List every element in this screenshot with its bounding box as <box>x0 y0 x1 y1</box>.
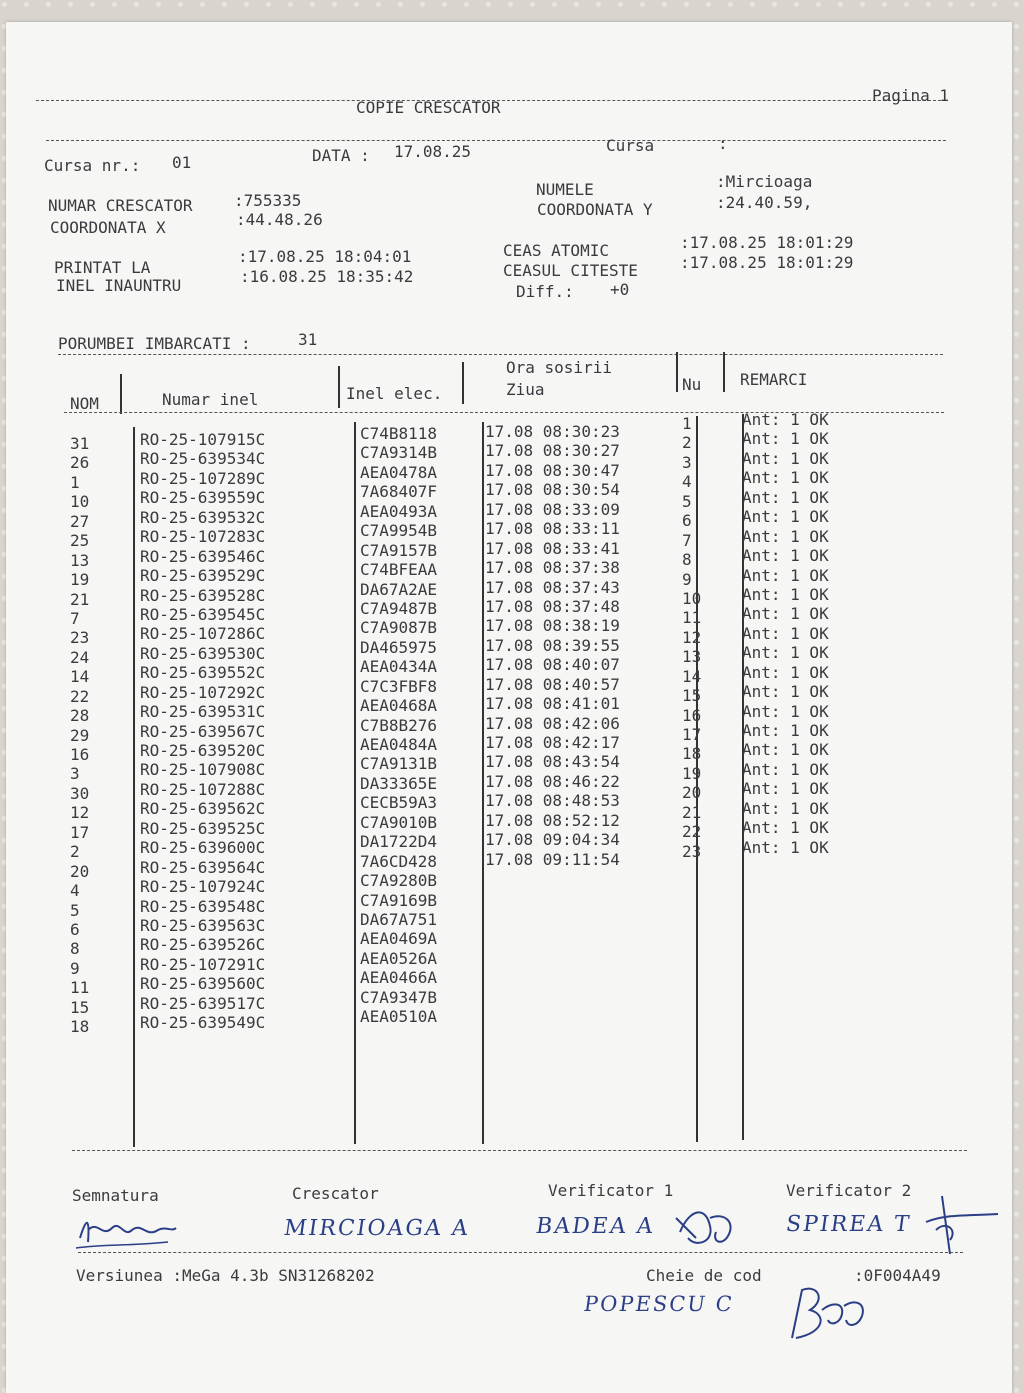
cell-numar-inel: RO-25-639552C <box>140 663 266 683</box>
ceasul-citeste-label: CEASUL CITESTE <box>503 261 638 280</box>
cell-inel-elec: AEA0469A <box>360 929 438 949</box>
cell-nu: 8 <box>682 550 692 570</box>
cell-inel-elec: C7A9280B <box>360 871 438 891</box>
cell-remarci: Ant: 1 OK <box>742 837 829 857</box>
printat-la-value: :17.08.25 18:04:01 <box>238 247 412 266</box>
cell-inel-elec: C7A9347B <box>360 987 438 1007</box>
cell-nu: 17 <box>682 725 702 744</box>
cell-inel-elec: AEA0478A <box>360 462 438 482</box>
cell-inel-elec: C7C3FBF8 <box>360 676 438 696</box>
cell-nom: 21 <box>70 589 90 609</box>
cell-ora-sosirii: 17.08 09:04:34 <box>485 830 620 850</box>
cell-nom: 15 <box>70 997 90 1017</box>
cell-inel-elec: C7A9954B <box>360 521 438 541</box>
cursa-nr-value: 01 <box>172 153 192 172</box>
column-separator <box>462 362 464 404</box>
ceas-atomic-value: :17.08.25 18:01:29 <box>680 233 854 252</box>
cell-ora-sosirii: 17.08 08:37:38 <box>485 558 620 578</box>
header-nu: Nu <box>682 375 702 394</box>
cell-numar-inel: RO-25-107283C <box>140 527 266 547</box>
cell-ora-sosirii: 17.08 08:40:57 <box>485 674 620 694</box>
cell-remarci: Ant: 1 OK <box>742 546 829 566</box>
divider <box>58 354 943 355</box>
document-title: COPIE CRESCATOR <box>356 98 501 117</box>
cell-nu: 11 <box>682 608 702 628</box>
cell-nom: 7 <box>70 608 80 628</box>
cell-ora-sosirii: 17.08 08:42:17 <box>485 733 620 752</box>
cell-nu: 2 <box>682 433 692 453</box>
cell-remarci: Ant: 1 OK <box>742 487 829 507</box>
divider <box>46 140 946 141</box>
cell-ora-sosirii: 17.08 08:37:48 <box>485 596 620 616</box>
cell-nom: 22 <box>70 686 90 706</box>
cell-nu: 20 <box>682 783 702 803</box>
cell-nom: 27 <box>70 511 90 531</box>
header-nom: NOM <box>70 394 99 413</box>
header-numar-inel: Numar inel <box>162 390 259 409</box>
cell-ora-sosirii: 17.08 08:46:22 <box>485 771 620 791</box>
cell-numar-inel: RO-25-639531C <box>140 702 266 722</box>
cell-numar-inel: RO-25-107915C <box>140 430 266 449</box>
cell-inel-elec: AEA0484A <box>360 735 438 754</box>
cell-remarci: Ant: 1 OK <box>742 662 829 682</box>
cell-inel-elec: C7A9087B <box>360 618 438 638</box>
numele-label: NUMELE <box>536 180 594 199</box>
cell-inel-elec: DA465975 <box>360 637 438 657</box>
cell-remarci: Ant: 1 OK <box>742 507 829 527</box>
versiunea-text: Versiunea :MeGa 4.3b SN31268202 <box>76 1266 375 1285</box>
cell-ora-sosirii: 17.08 08:40:07 <box>485 655 620 675</box>
cell-numar-inel: RO-25-639530C <box>140 643 266 663</box>
cell-ora-sosirii: 17.08 08:52:12 <box>485 810 620 830</box>
cell-numar-inel: RO-25-639520C <box>140 741 266 760</box>
cell-nom: 25 <box>70 531 90 551</box>
bottom-handwritten-name: POPESCU C <box>582 1292 736 1316</box>
divider <box>72 1150 967 1151</box>
cell-remarci: Ant: 1 OK <box>742 429 829 449</box>
cell-nu: 4 <box>682 472 692 492</box>
column-numar-inel <box>140 430 265 1033</box>
column-separator <box>723 352 725 392</box>
header-ziua: Ziua <box>506 380 545 399</box>
numar-crescator-value: :755335 <box>234 191 302 210</box>
cell-numar-inel: RO-25-639532C <box>140 507 266 527</box>
cell-remarci: Ant: 1 OK <box>742 604 829 624</box>
cell-numar-inel: RO-25-107924C <box>140 877 266 897</box>
cell-remarci: Ant: 1 OK <box>742 448 829 468</box>
cell-nu: 18 <box>682 744 702 764</box>
cell-nom: 18 <box>70 1017 90 1037</box>
cell-inel-elec: 7A6CD428 <box>360 851 438 871</box>
cell-numar-inel: RO-25-107289C <box>140 468 266 488</box>
printed-receipt <box>6 22 1012 1393</box>
porumbei-imbarcati-label: PORUMBEI IMBARCATI : <box>58 334 251 353</box>
cell-nom: 12 <box>70 803 90 823</box>
coordonata-y-label: COORDONATA Y <box>537 200 653 219</box>
cell-numar-inel: RO-25-107286C <box>140 624 266 644</box>
cell-nu: 21 <box>682 802 702 822</box>
cell-nom: 19 <box>70 570 90 590</box>
cell-numar-inel: RO-25-639525C <box>140 818 266 838</box>
cell-nu: 6 <box>682 511 692 531</box>
verificator1-label: Verificator 1 <box>548 1181 674 1200</box>
cell-nom: 26 <box>70 453 90 473</box>
cell-inel-elec: C7A9169B <box>360 890 438 910</box>
coordonata-x-label: COORDONATA X <box>50 218 166 237</box>
data-label: DATA : <box>312 146 370 165</box>
cell-remarci: Ant: 1 OK <box>742 584 829 604</box>
cell-inel-elec: AEA0468A <box>360 696 438 716</box>
column-nu <box>682 414 701 861</box>
ceasul-citeste-value: :17.08.25 18:01:29 <box>680 253 854 272</box>
cell-ora-sosirii: 17.08 08:39:55 <box>485 635 620 655</box>
cursa-value: : <box>718 134 728 153</box>
cell-remarci: Ant: 1 OK <box>742 740 829 760</box>
column-inel-elec <box>360 424 437 1027</box>
cell-nu: 5 <box>682 491 692 511</box>
cell-remarci: Ant: 1 OK <box>742 565 829 585</box>
cell-numar-inel: RO-25-107291C <box>140 954 266 974</box>
cell-nu: 22 <box>682 822 702 842</box>
crescator-label: Crescator <box>292 1184 379 1203</box>
cell-nom: 9 <box>70 958 80 978</box>
cell-numar-inel: RO-25-107292C <box>140 682 266 702</box>
cell-nom: 29 <box>70 725 90 745</box>
cell-nom: 8 <box>70 939 80 959</box>
cell-inel-elec: C7A9157B <box>360 540 438 560</box>
numar-crescator-label: NUMAR CRESCATOR <box>48 196 193 215</box>
cell-numar-inel: RO-25-639548C <box>140 896 266 916</box>
cell-remarci: Ant: 1 OK <box>742 682 829 702</box>
cell-inel-elec: C74B8118 <box>360 424 438 443</box>
cell-inel-elec: DA1722D4 <box>360 832 438 852</box>
cell-inel-elec: AEA0510A <box>360 1007 438 1027</box>
cell-ora-sosirii: 17.08 08:37:43 <box>485 577 620 597</box>
cell-numar-inel: RO-25-639564C <box>140 857 266 877</box>
cell-numar-inel: RO-25-107908C <box>140 760 266 780</box>
cell-nom: 17 <box>70 822 90 842</box>
cell-numar-inel: RO-25-639560C <box>140 974 266 994</box>
porumbei-imbarcati-value: 31 <box>298 330 318 349</box>
cell-numar-inel: RO-25-639529C <box>140 566 266 586</box>
cell-remarci: Ant: 1 OK <box>742 468 829 488</box>
cell-nu: 19 <box>682 763 702 783</box>
cell-nu: 12 <box>682 627 702 647</box>
cell-nom: 24 <box>70 647 90 667</box>
cell-numar-inel: RO-25-639528C <box>140 585 266 605</box>
cell-inel-elec: AEA0526A <box>360 948 438 968</box>
cell-ora-sosirii: 17.08 08:42:06 <box>485 713 620 733</box>
divider <box>78 1252 963 1253</box>
cell-remarci: Ant: 1 OK <box>742 623 829 643</box>
cheie-value: :0F004A49 <box>854 1266 941 1285</box>
inel-inauntru-label: INEL INAUNTRU <box>56 276 182 295</box>
cell-ora-sosirii: 17.08 09:11:54 <box>485 849 620 869</box>
coordonata-y-value: :24.40.59, <box>716 193 813 212</box>
cell-numar-inel: RO-25-639600C <box>140 838 266 858</box>
cell-nom: 20 <box>70 861 90 881</box>
column-separator <box>120 374 122 414</box>
verificator2-handwritten-name: SPIREA T <box>784 1212 913 1237</box>
cell-nu: 9 <box>682 569 692 589</box>
cell-numar-inel: RO-25-639559C <box>140 488 266 508</box>
cell-ora-sosirii: 17.08 08:30:27 <box>485 441 620 461</box>
cell-nom: 3 <box>70 764 80 784</box>
column-separator <box>676 352 678 392</box>
cell-ora-sosirii: 17.08 08:41:01 <box>485 694 620 714</box>
cell-nom: 6 <box>70 919 80 939</box>
cell-inel-elec: C7A9487B <box>360 598 438 618</box>
cell-remarci: Ant: 1 OK <box>742 410 829 429</box>
cell-nom: 4 <box>70 881 80 901</box>
cell-numar-inel: RO-25-639546C <box>140 546 266 566</box>
cell-ora-sosirii: 17.08 08:30:54 <box>485 480 620 500</box>
cell-nom: 14 <box>70 667 90 687</box>
cell-ora-sosirii: 17.08 08:33:09 <box>485 499 620 519</box>
header-inel-elec: Inel elec. <box>346 384 443 403</box>
cell-ora-sosirii: 17.08 08:38:19 <box>485 616 620 636</box>
crescator-handwritten-name: MIRCIOAGA A <box>282 1216 472 1241</box>
cell-nom: 10 <box>70 492 90 512</box>
column-separator <box>354 422 356 1144</box>
column-remarci <box>742 410 829 857</box>
cell-inel-elec: C7A9010B <box>360 812 438 832</box>
cell-numar-inel: RO-25-107288C <box>140 779 266 799</box>
cheie-label: Cheie de cod <box>646 1266 762 1285</box>
cell-numar-inel: RO-25-639562C <box>140 799 266 819</box>
cell-nom: 13 <box>70 550 90 570</box>
numele-value: :Mircioaga <box>716 172 813 191</box>
data-value: 17.08.25 <box>394 142 472 161</box>
cursa-label: Cursa <box>606 136 655 155</box>
cell-nu: 10 <box>682 588 702 608</box>
printat-la-label: PRINTAT LA <box>54 258 151 277</box>
cell-numar-inel: RO-25-639526C <box>140 935 266 955</box>
cell-nom: 30 <box>70 783 90 803</box>
signature-mark <box>906 1190 1006 1260</box>
cell-ora-sosirii: 17.08 08:30:47 <box>485 460 620 480</box>
inel-inauntru-value: :16.08.25 18:35:42 <box>240 267 414 286</box>
column-separator <box>482 422 484 1144</box>
cell-nu: 15 <box>682 686 702 706</box>
cell-ora-sosirii: 17.08 08:30:23 <box>485 422 620 441</box>
signature-mark <box>782 1280 872 1350</box>
cell-nom: 11 <box>70 978 90 998</box>
cell-nom: 31 <box>70 434 90 453</box>
cell-nu: 16 <box>682 705 702 725</box>
header-ora-sosirii: Ora sosirii <box>506 358 612 377</box>
diff-label: Diff.: <box>516 282 574 301</box>
coordonata-x-value: :44.48.26 <box>236 210 323 229</box>
header-remarci: REMARCI <box>740 370 808 389</box>
cell-ora-sosirii: 17.08 08:33:41 <box>485 538 620 558</box>
ceas-atomic-label: CEAS ATOMIC <box>503 241 609 260</box>
cell-nom: 23 <box>70 628 90 648</box>
cell-nom: 5 <box>70 900 80 920</box>
cell-numar-inel: RO-25-639545C <box>140 604 266 624</box>
signature-mark <box>72 1208 182 1258</box>
cell-nu: 14 <box>682 666 702 686</box>
cell-nom: 1 <box>70 472 80 492</box>
cell-ora-sosirii: 17.08 08:48:53 <box>485 791 620 811</box>
cell-inel-elec: 7A68407F <box>360 482 438 502</box>
cell-inel-elec: AEA0493A <box>360 501 438 521</box>
cell-numar-inel: RO-25-639567C <box>140 721 266 741</box>
cell-remarci: Ant: 1 OK <box>742 798 829 818</box>
cell-inel-elec: DA33365E <box>360 773 438 793</box>
cell-remarci: Ant: 1 OK <box>742 526 829 546</box>
cell-remarci: Ant: 1 OK <box>742 701 829 721</box>
column-separator <box>338 366 340 408</box>
cell-ora-sosirii: 17.08 08:43:54 <box>485 752 620 772</box>
column-nom <box>70 434 89 1037</box>
cell-numar-inel: RO-25-639517C <box>140 993 266 1013</box>
diff-value: +0 <box>610 280 630 299</box>
verificator1-handwritten-name: BADEA A <box>534 1214 657 1239</box>
cell-inel-elec: C7B8B276 <box>360 715 438 735</box>
cell-nom: 28 <box>70 706 90 726</box>
column-separator <box>133 427 135 1147</box>
cell-remarci: Ant: 1 OK <box>742 818 829 838</box>
cell-remarci: Ant: 1 OK <box>742 721 829 740</box>
cell-nu: 7 <box>682 530 692 550</box>
cell-remarci: Ant: 1 OK <box>742 779 829 799</box>
cell-inel-elec: C74BFEAA <box>360 560 438 580</box>
cell-nu: 1 <box>682 414 692 433</box>
semnatura-label: Semnatura <box>72 1186 159 1205</box>
cell-remarci: Ant: 1 OK <box>742 643 829 663</box>
cell-numar-inel: RO-25-639534C <box>140 449 266 469</box>
cell-nu: 23 <box>682 841 702 861</box>
cell-inel-elec: AEA0466A <box>360 968 438 988</box>
cell-inel-elec: DA67A2AE <box>360 579 438 599</box>
cell-numar-inel: RO-25-639563C <box>140 915 266 935</box>
cell-inel-elec: DA67A751 <box>360 909 438 929</box>
signature-mark <box>666 1198 746 1256</box>
cell-inel-elec: AEA0434A <box>360 657 438 677</box>
page-number: Pagina 1 <box>872 86 950 105</box>
cell-nom: 16 <box>70 745 90 764</box>
cell-numar-inel: RO-25-639549C <box>140 1013 266 1033</box>
column-ora-sosirii <box>485 422 620 869</box>
cursa-nr-label: Cursa nr.: <box>44 156 141 175</box>
verificator2-label: Verificator 2 <box>786 1181 912 1200</box>
cell-inel-elec: C7A9131B <box>360 754 438 774</box>
cell-nu: 13 <box>682 647 702 667</box>
cell-remarci: Ant: 1 OK <box>742 759 829 779</box>
cell-inel-elec: C7A9314B <box>360 443 438 463</box>
cell-nom: 2 <box>70 842 80 862</box>
cell-inel-elec: CECB59A3 <box>360 793 438 813</box>
cell-nu: 3 <box>682 452 692 472</box>
cell-ora-sosirii: 17.08 08:33:11 <box>485 519 620 539</box>
